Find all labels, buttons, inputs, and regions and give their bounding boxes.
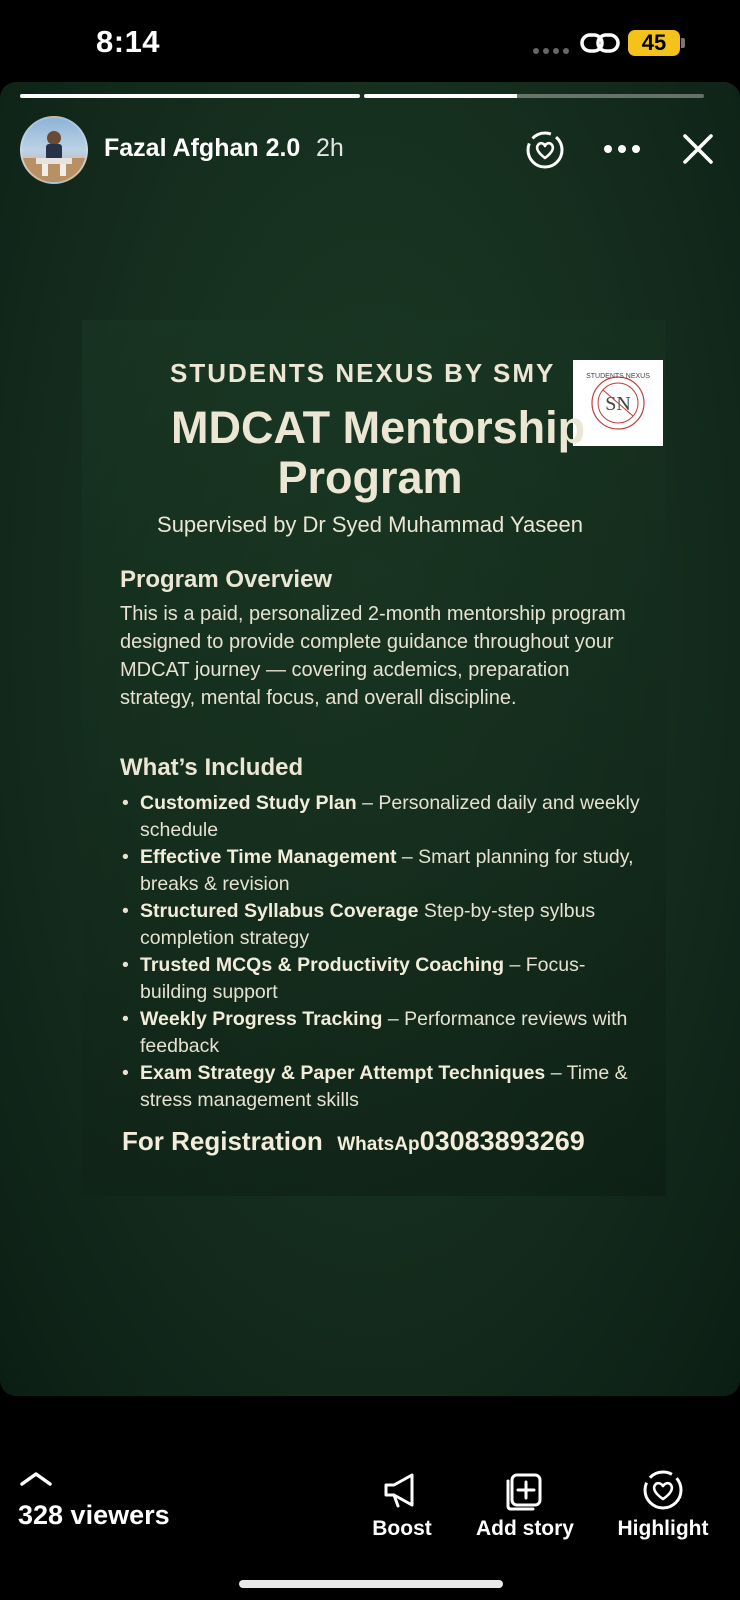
poster-supervised: Supervised by Dr Syed Muhammad Yaseen <box>157 512 583 537</box>
list-item-title: Weekly Progress Tracking <box>140 1008 383 1030</box>
svg-text:SN: SN <box>605 393 631 415</box>
add-story-button[interactable] <box>465 1468 585 1541</box>
list-item <box>122 844 652 898</box>
list-item <box>122 1006 652 1060</box>
chevron-up-icon[interactable] <box>18 1470 54 1488</box>
poster-title-line2: Program <box>277 452 463 503</box>
list-item-desc: – Smart planning for study, breaks & revision <box>140 846 634 895</box>
list-item <box>122 1060 652 1114</box>
list-item <box>122 790 652 844</box>
viewers-count[interactable]: 328 viewers <box>18 1500 170 1530</box>
list-item-desc: – Time & stress management skills <box>140 1062 628 1111</box>
story-username[interactable]: Fazal Afghan 2.0 <box>104 134 301 162</box>
list-item-desc: Step-by-step sylbus completion strategy <box>140 900 596 949</box>
included-list <box>122 790 652 1114</box>
phone-number: 03083893269 <box>419 1126 585 1156</box>
list-item-title: Trusted MCQs & Productivity Coaching <box>140 954 505 976</box>
add-story-label: Add story <box>475 1517 574 1540</box>
registration-label: For Registration <box>122 1126 323 1156</box>
registration-line <box>122 1126 585 1157</box>
list-item-title: Effective Time Management <box>140 846 397 868</box>
list-item-desc: – Performance reviews with feedback <box>140 1008 628 1057</box>
list-item-desc: – Focus-building support <box>140 954 586 1003</box>
list-item-title: Exam Strategy & Paper Attempt Techniques <box>140 1062 546 1084</box>
overview-text: This is a paid, personalized 2-month mentorship program designed to provide complete guidance throughout your MDCAT journey — covering acdemics, preparation strategy, mental focus, and overall discipline. <box>120 603 626 709</box>
list-item-desc: – Personalized daily and weekly schedule <box>140 792 640 841</box>
boost-label: Boost <box>372 1517 432 1540</box>
poster-brand: STUDENTS NEXUS BY SMY <box>170 358 556 388</box>
list-item <box>122 898 652 952</box>
story-progress-segment <box>20 94 360 98</box>
story-time-ago: 2h <box>316 134 344 162</box>
battery-tip <box>681 38 685 48</box>
story-like-icon[interactable] <box>524 129 566 171</box>
list-item-title: Customized Study Plan <box>140 792 357 814</box>
list-item-title: Structured Syllabus Coverage <box>140 900 419 922</box>
svg-text:STUDENTS NEXUS: STUDENTS NEXUS <box>586 373 650 380</box>
avatar[interactable] <box>20 116 88 184</box>
avatar-image <box>22 118 86 182</box>
home-indicator[interactable] <box>239 1580 503 1588</box>
list-item <box>122 952 652 1006</box>
link-icon <box>580 30 620 56</box>
cellular-signal-icon <box>533 48 569 54</box>
highlight-button[interactable] <box>608 1468 718 1541</box>
included-heading: What’s Included <box>120 754 304 781</box>
megaphone-icon <box>380 1468 424 1512</box>
status-bar <box>0 0 740 82</box>
students-nexus-logo <box>573 360 663 446</box>
battery-icon: 45 <box>628 30 680 56</box>
boost-button[interactable] <box>362 1468 442 1541</box>
highlight-icon <box>641 1468 685 1512</box>
add-story-icon <box>503 1468 547 1512</box>
status-time: 8:14 <box>96 24 161 59</box>
story-progress-segment <box>364 94 704 98</box>
poster-title-line1: MDCAT Mentorship <box>171 402 586 453</box>
overview-heading: Program Overview <box>120 566 333 593</box>
highlight-label: Highlight <box>617 1517 709 1540</box>
whatsapp-label: WhatsAp <box>337 1134 420 1155</box>
progress-fill-1 <box>20 94 360 98</box>
more-options-icon[interactable] <box>602 142 642 156</box>
progress-fill-2 <box>364 94 517 98</box>
close-icon[interactable] <box>681 132 715 166</box>
